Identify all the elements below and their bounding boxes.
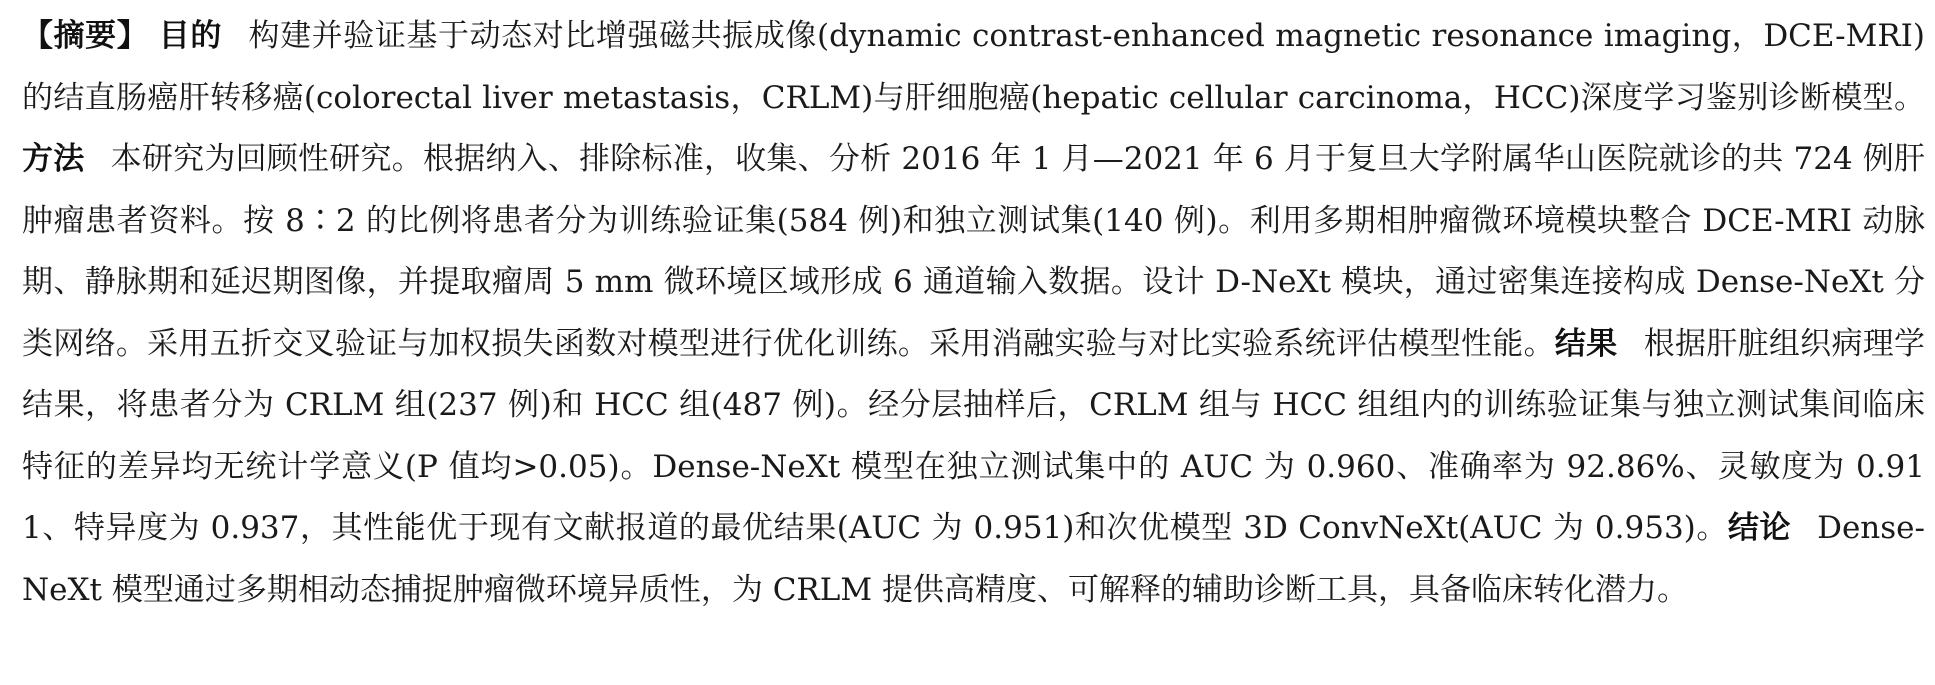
abstract-heading: 【摘要】 [22, 18, 149, 54]
section-label-results: 结果 [1554, 325, 1618, 362]
section-text-results: 根据肝脏组织病理学结果，将患者分为 CRLM 组(237 例)和 HCC 组(487 例)。经分层抽样后，CRLM 组与 HCC 组组内的训练验证集与独立测试集间临床特征的差异均无统计学意义(P 值均>0.05)。Dense-NeXt 模型在独立测试集中的 AUC 为 0.960、准确率为 92.86%、灵敏度为 0.911、特异度为 0.937，其性能优于现有文献报道的最优结果(AUC 为 0.951)和次优模型 3D ConvNeXt(AUC 为 0.953)。 [22, 325, 1926, 546]
section-text-objective: 构建并验证基于动态对比增强磁共振成像(dynamic contrast-enhanced magnetic resonance imaging，DCE-MRI)的结直肠癌肝转移癌(colorectal liver metastasis，CRLM)与肝细胞癌(hepatic cellular carcinoma，HCC)深度学习鉴别诊断模型。 [22, 18, 1925, 116]
section-text-conclusion: Dense-NeXt 模型通过多期相动态捕捉肿瘤微环境异质性，为 CRLM 提供高精度、可解释的辅助诊断工具，具备临床转化潜力。 [22, 510, 1926, 608]
section-label-conclusion: 结论 [1727, 510, 1792, 546]
abstract-paragraph [22, 6, 1925, 621]
section-label-objective: 目的 [158, 18, 222, 54]
section-text-methods: 本研究为回顾性研究。根据纳入、排除标准，收集、分析 2016 年 1 月—2021 年 6 月于复旦大学附属华山医院就诊的共 724 例肝肿瘤患者资料。按 8∶2 的比例将患者分为训练验证集(584 例)和独立测试集(140 例)。利用多期相肿瘤微环境模块整合 DCE-MRI 动脉期、静脉期和延迟期图像，并提取瘤周 5 mm 微环境区域形成 6 通道输入数据。设计 D-NeXt 模块，通过密集连接构成 Dense-NeXt 分类网络。采用五折交叉验证与加权损失函数对模型进行优化训练。采用消融实验与对比实验系统评估模型性能。 [22, 141, 1925, 362]
section-label-methods: 方法 [22, 141, 85, 177]
